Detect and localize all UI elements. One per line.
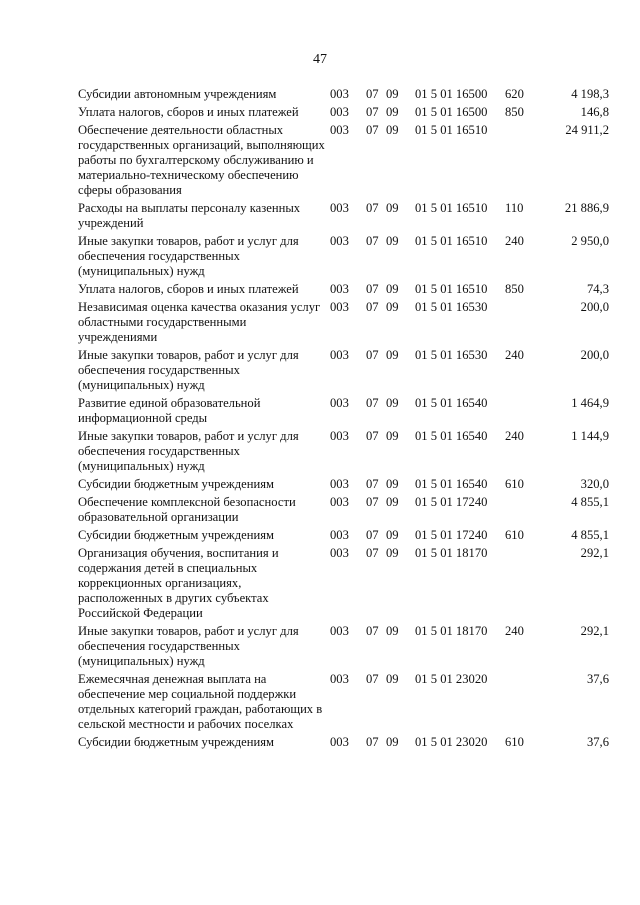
expense-type-cell: 240	[505, 624, 524, 638]
amount-cell: 200,0	[580, 348, 609, 362]
table-row	[78, 105, 609, 123]
admin-code-cell: 003	[330, 735, 349, 749]
expense-name-cell: Развитие единой образовательной информационной среды	[78, 396, 261, 425]
section-code-cell: 07	[366, 300, 379, 314]
section-code-cell: 07	[366, 348, 379, 362]
expense-name-cell: Независимая оценка качества оказания услуг областными государственными учреждениями	[78, 300, 321, 344]
expense-type-cell	[505, 123, 549, 201]
table-row	[78, 546, 609, 624]
subsection-code-cell: 09	[386, 477, 399, 491]
amount-cell: 74,3	[586, 282, 609, 296]
target-article-cell: 01 5 01 16510	[415, 234, 488, 248]
amount-cell: 2 950,0	[571, 234, 609, 248]
table-row	[78, 735, 609, 753]
expense-name-cell: Организация обучения, воспитания и содержания детей в специальных коррекционных организациях, расположенных в других субъектах Российской Федерации	[78, 546, 279, 620]
target-article-cell: 01 5 01 17240	[415, 495, 488, 509]
expense-type-cell: 240	[505, 348, 524, 362]
expense-name-cell: Субсидии бюджетным учреждениям	[78, 735, 274, 749]
target-article-cell: 01 5 01 18170	[415, 624, 488, 638]
expense-type-cell	[505, 672, 549, 735]
admin-code-cell: 003	[330, 396, 349, 410]
subsection-code-cell: 09	[386, 546, 399, 560]
amount-cell: 4 198,3	[571, 87, 609, 101]
amount-cell: 200,0	[580, 300, 609, 314]
section-code-cell: 07	[366, 282, 379, 296]
admin-code-cell: 003	[330, 672, 349, 686]
amount-cell: 24 911,2	[565, 123, 609, 137]
expense-type-cell: 610	[505, 477, 524, 491]
table-row	[78, 123, 609, 201]
table-row	[78, 87, 609, 105]
budget-table-body	[78, 87, 609, 753]
subsection-code-cell: 09	[386, 282, 399, 296]
subsection-code-cell: 09	[386, 201, 399, 215]
target-article-cell: 01 5 01 23020	[415, 735, 488, 749]
target-article-cell: 01 5 01 16510	[415, 201, 488, 215]
target-article-cell: 01 5 01 17240	[415, 528, 488, 542]
budget-table	[78, 87, 609, 753]
target-article-cell: 01 5 01 16510	[415, 282, 488, 296]
table-row	[78, 234, 609, 282]
expense-name-cell: Обеспечение комплексной безопасности образовательной организации	[78, 495, 296, 524]
expense-type-cell: 240	[505, 234, 524, 248]
subsection-code-cell: 09	[386, 528, 399, 542]
section-code-cell: 07	[366, 105, 379, 119]
subsection-code-cell: 09	[386, 348, 399, 362]
amount-cell: 1 144,9	[571, 429, 609, 443]
expense-type-cell	[505, 546, 549, 624]
expense-type-cell: 110	[505, 201, 524, 215]
expense-name-cell: Обеспечение деятельности областных государственных организаций, выполняющих работы по бухгалтерскому обслуживанию и материально-техническому обеспечению сферы образования	[78, 123, 325, 197]
expense-type-cell	[505, 300, 549, 348]
section-code-cell: 07	[366, 201, 379, 215]
section-code-cell: 07	[366, 477, 379, 491]
section-code-cell: 07	[366, 87, 379, 101]
admin-code-cell: 003	[330, 624, 349, 638]
section-code-cell: 07	[366, 672, 379, 686]
subsection-code-cell: 09	[386, 735, 399, 749]
admin-code-cell: 003	[330, 546, 349, 560]
amount-cell: 292,1	[580, 546, 609, 560]
target-article-cell: 01 5 01 18170	[415, 546, 488, 560]
subsection-code-cell: 09	[386, 672, 399, 686]
table-row	[78, 477, 609, 495]
amount-cell: 320,0	[580, 477, 609, 491]
expense-type-cell: 240	[505, 429, 524, 443]
admin-code-cell: 003	[330, 201, 349, 215]
section-code-cell: 07	[366, 546, 379, 560]
expense-type-cell: 620	[505, 87, 524, 101]
expense-name-cell: Расходы на выплаты персоналу казенных учреждений	[78, 201, 301, 230]
subsection-code-cell: 09	[386, 87, 399, 101]
admin-code-cell: 003	[330, 282, 349, 296]
target-article-cell: 01 5 01 16530	[415, 348, 488, 362]
subsection-code-cell: 09	[386, 396, 399, 410]
admin-code-cell: 003	[330, 495, 349, 509]
table-row	[78, 495, 609, 528]
admin-code-cell: 003	[330, 528, 349, 542]
section-code-cell: 07	[366, 624, 379, 638]
section-code-cell: 07	[366, 396, 379, 410]
expense-name-cell: Иные закупки товаров, работ и услуг для обеспечения государственных (муниципальных) нужд	[78, 429, 299, 473]
target-article-cell: 01 5 01 23020	[415, 672, 488, 686]
admin-code-cell: 003	[330, 348, 349, 362]
table-row	[78, 300, 609, 348]
subsection-code-cell: 09	[386, 624, 399, 638]
subsection-code-cell: 09	[386, 123, 399, 137]
expense-type-cell	[505, 396, 549, 429]
table-row	[78, 672, 609, 735]
amount-cell: 4 855,1	[571, 528, 609, 542]
table-row	[78, 282, 609, 300]
section-code-cell: 07	[366, 495, 379, 509]
page-number: 47	[313, 52, 327, 67]
admin-code-cell: 003	[330, 234, 349, 248]
table-row	[78, 348, 609, 396]
expense-type-cell	[505, 495, 549, 528]
section-code-cell: 07	[366, 123, 379, 137]
target-article-cell: 01 5 01 16510	[415, 123, 488, 137]
amount-cell: 37,6	[586, 672, 609, 686]
table-row	[78, 396, 609, 429]
table-row	[78, 624, 609, 672]
amount-cell: 292,1	[580, 624, 609, 638]
amount-cell: 1 464,9	[571, 396, 609, 410]
target-article-cell: 01 5 01 16530	[415, 300, 488, 314]
amount-cell: 4 855,1	[571, 495, 609, 509]
expense-name-cell: Иные закупки товаров, работ и услуг для обеспечения государственных (муниципальных) нужд	[78, 624, 299, 668]
section-code-cell: 07	[366, 429, 379, 443]
expense-name-cell: Субсидии бюджетным учреждениям	[78, 477, 274, 491]
expense-name-cell: Уплата налогов, сборов и иных платежей	[78, 105, 299, 119]
admin-code-cell: 003	[330, 123, 349, 137]
expense-name-cell: Ежемесячная денежная выплата на обеспечение мер социальной поддержки отдельных категорий граждан, работающих в сельской местности и рабочих поселках	[78, 672, 323, 731]
amount-cell: 37,6	[586, 735, 609, 749]
admin-code-cell: 003	[330, 87, 349, 101]
table-row	[78, 201, 609, 234]
expense-type-cell: 610	[505, 528, 524, 542]
subsection-code-cell: 09	[386, 495, 399, 509]
amount-cell: 21 886,9	[564, 201, 609, 215]
admin-code-cell: 003	[330, 429, 349, 443]
subsection-code-cell: 09	[386, 105, 399, 119]
table-row	[78, 528, 609, 546]
target-article-cell: 01 5 01 16500	[415, 87, 488, 101]
expense-name-cell: Иные закупки товаров, работ и услуг для обеспечения государственных (муниципальных) нужд	[78, 234, 299, 278]
expense-name-cell: Уплата налогов, сборов и иных платежей	[78, 282, 299, 296]
expense-type-cell: 850	[505, 105, 524, 119]
target-article-cell: 01 5 01 16540	[415, 429, 488, 443]
admin-code-cell: 003	[330, 300, 349, 314]
subsection-code-cell: 09	[386, 429, 399, 443]
admin-code-cell: 003	[330, 477, 349, 491]
expense-name-cell: Субсидии бюджетным учреждениям	[78, 528, 274, 542]
expense-name-cell: Субсидии автономным учреждениям	[78, 87, 277, 101]
table-row	[78, 429, 609, 477]
section-code-cell: 07	[366, 735, 379, 749]
expense-name-cell: Иные закупки товаров, работ и услуг для обеспечения государственных (муниципальных) нужд	[78, 348, 299, 392]
section-code-cell: 07	[366, 234, 379, 248]
subsection-code-cell: 09	[386, 300, 399, 314]
expense-type-cell: 850	[505, 282, 524, 296]
amount-cell: 146,8	[580, 105, 609, 119]
admin-code-cell: 003	[330, 105, 349, 119]
section-code-cell: 07	[366, 528, 379, 542]
target-article-cell: 01 5 01 16540	[415, 477, 488, 491]
subsection-code-cell: 09	[386, 234, 399, 248]
target-article-cell: 01 5 01 16540	[415, 396, 488, 410]
target-article-cell: 01 5 01 16500	[415, 105, 488, 119]
expense-type-cell: 610	[505, 735, 524, 749]
